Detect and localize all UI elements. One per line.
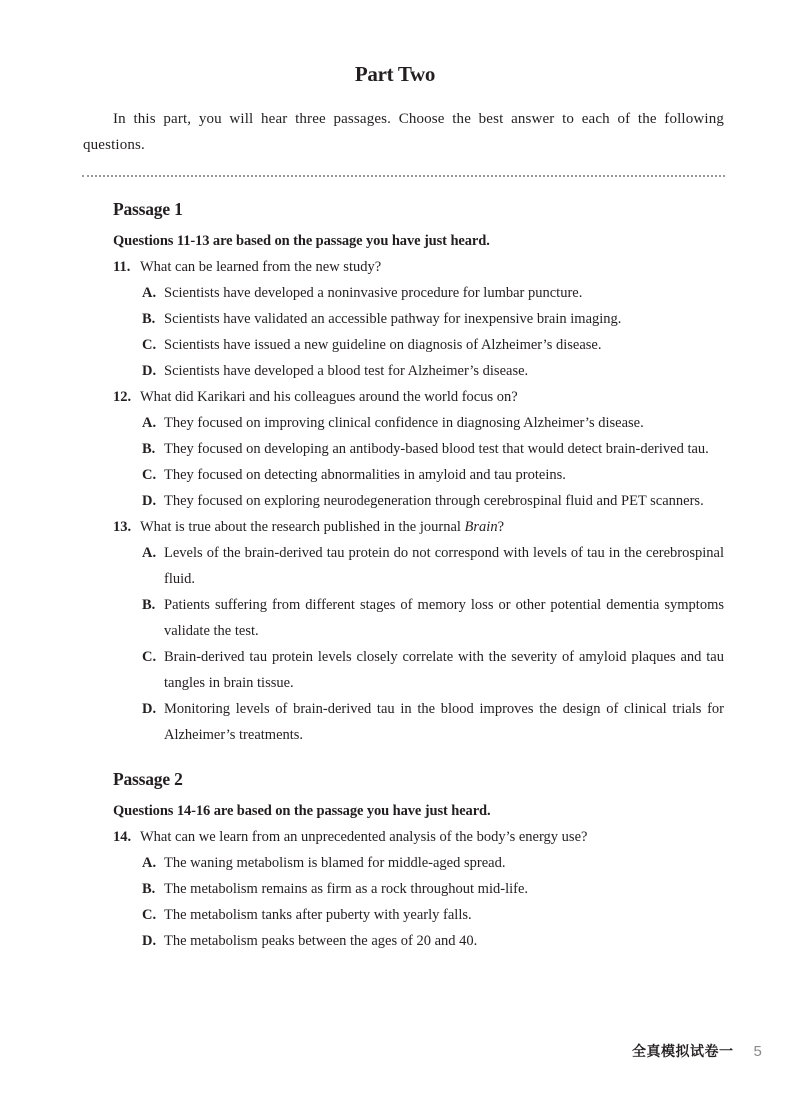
question-13 [113,514,724,748]
question-stem: What did Karikari and his colleagues around the world focus on? [140,389,518,405]
option-d [142,488,724,514]
passage-1 [113,196,724,748]
option-letter: D. [142,363,157,379]
option-c [142,902,724,928]
option-letter: B. [142,311,156,327]
option-letter: A. [142,855,157,871]
question-12 [113,384,724,514]
passage-2 [113,766,724,954]
option-letter: D. [142,701,157,717]
exam-label: 全真模拟试卷一 [632,1044,734,1060]
option-text: Monitoring levels of brain-derived tau in the blood improves the design of clinical trials for Alzheimer’s treatments. [164,701,724,743]
question-stem: What can we learn from an unprecedented analysis of the body’s energy use? [140,829,588,845]
question-number: 12. [113,389,132,405]
question-stem [140,514,724,540]
option-c [142,644,724,696]
option-letter: C. [142,649,157,665]
option-text: They focused on detecting abnormalities in amyloid and tau proteins. [164,467,566,483]
option-text: The metabolism remains as firm as a rock throughout mid-life. [164,881,529,897]
stem-prefix: What is true about the research published in the journal [140,519,465,535]
option-text: They focused on exploring neurodegeneration through cerebrospinal fluid and PET scanners. [164,493,704,509]
option-b [142,592,724,644]
question-number: 11. [113,259,131,275]
option-text: They focused on developing an antibody-based blood test that would detect brain-derived tau. [164,441,709,457]
option-b [142,876,724,902]
option-d [142,358,724,384]
questions-header: Questions 14-16 are based on the passage you have just heard. [113,803,491,819]
dotted-divider [82,175,725,177]
option-text: The metabolism peaks between the ages of 20 and 40. [164,933,478,949]
stem-suffix: ? [497,519,505,535]
option-d [142,928,724,954]
option-letter: A. [142,545,157,561]
option-letter: D. [142,493,157,509]
option-text: Scientists have validated an accessible pathway for inexpensive brain imaging. [164,311,622,327]
passage-title: Passage 1 [113,199,183,219]
question-number: 13. [113,519,132,535]
question-stem: What can be learned from the new study? [140,259,382,275]
option-letter: D. [142,933,157,949]
option-letter: A. [142,415,157,431]
option-text: Patients suffering from different stages of memory loss or other potential dementia symptoms validate the test. [164,597,724,639]
option-letter: B. [142,881,156,897]
option-c [142,462,724,488]
option-text: Scientists have developed a blood test for Alzheimer’s disease. [164,363,529,379]
option-a [142,410,724,436]
questions-header: Questions 11-13 are based on the passage you have just heard. [113,233,490,249]
option-c [142,332,724,358]
page-number: 5 [753,1042,762,1060]
option-text: The metabolism tanks after puberty with yearly falls. [164,907,472,923]
option-a [142,540,724,592]
question-14 [113,824,724,954]
option-d [142,696,724,748]
option-a [142,280,724,306]
option-letter: B. [142,441,156,457]
option-b [142,306,724,332]
question-11 [113,254,724,384]
option-letter: A. [142,285,157,301]
journal-name: Brain [464,519,498,535]
option-text: Scientists have developed a noninvasive procedure for lumbar puncture. [164,285,583,301]
option-a [142,850,724,876]
passage-title: Passage 2 [113,769,183,789]
option-b [142,436,724,462]
option-letter: B. [142,597,156,613]
option-letter: C. [142,337,157,353]
option-text: Levels of the brain-derived tau protein do not correspond with levels of tau in the cerebrospinal fluid. [164,545,724,587]
option-text: Scientists have issued a new guideline on diagnosis of Alzheimer’s disease. [164,337,602,353]
page-footer [632,1041,762,1061]
intro-paragraph: In this part, you will hear three passages. Choose the best answer to each of the following questions. [83,111,724,153]
content [113,196,724,954]
question-number: 14. [113,829,132,845]
page-title: Part Two [354,62,436,86]
option-text: The waning metabolism is blamed for middle-aged spread. [164,855,506,871]
option-letter: C. [142,467,157,483]
option-letter: C. [142,907,157,923]
option-text: They focused on improving clinical confidence in diagnosing Alzheimer’s disease. [164,415,644,431]
option-text: Brain-derived tau protein levels closely correlate with the severity of amyloid plaques and tau tangles in brain tissue. [164,649,724,691]
